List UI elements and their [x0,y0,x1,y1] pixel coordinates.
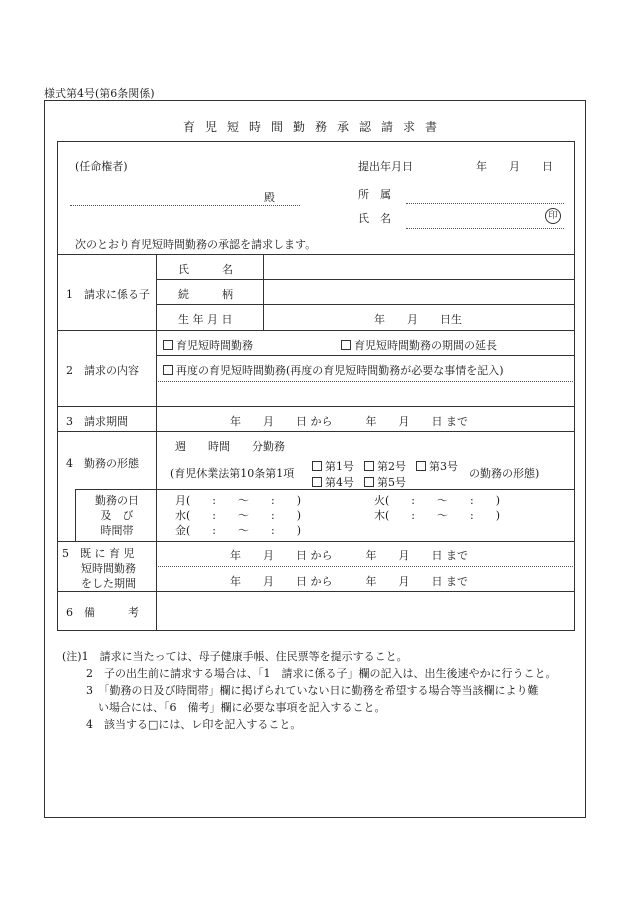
grid-line [156,489,157,541]
s4-friday[interactable]: 金( : 〜 : ) [175,524,301,537]
s3-label: 3 請求期間 [66,415,128,428]
department-field[interactable] [406,203,564,204]
s4-label: 4 勤務の形態 [66,457,139,470]
s1-relation-label: 続 柄 [178,288,233,301]
grid-line [263,254,264,330]
submit-date-label: 提出年月日 [358,160,413,173]
s2-option-1[interactable]: 育児短時間勤務 [163,337,253,353]
authority-label: (任命権者) [75,160,128,173]
s5-period-2[interactable]: 年 月 日 から 年 月 日 まで [230,575,468,588]
s5-label-2: 短時間勤務 [81,562,136,575]
grid-line [57,541,575,542]
s4-days-label-3: 時間帯 [100,524,134,537]
checkbox[interactable] [416,461,426,471]
s2-option-2[interactable]: 育児短時間勤務の期間の延長 [341,337,497,353]
checkbox[interactable] [163,365,173,375]
grid-line [75,489,76,541]
submit-date-value[interactable]: 年 月 日 [476,160,553,173]
s4-thursday[interactable]: 木( : 〜 : ) [374,509,500,522]
s4-item-2[interactable]: 第2号 [364,458,406,474]
s4-item-5[interactable]: 第5号 [364,474,406,490]
checkbox[interactable] [163,340,173,350]
s4-item-1[interactable]: 第1号 [312,458,354,474]
grid-line [156,566,575,567]
note-1: (注)1 請求に当たっては、母子健康手帳、住民票等を提示すること。 [62,650,408,663]
s4-wednesday[interactable]: 水( : 〜 : ) [175,509,301,522]
s6-remarks-field[interactable] [157,592,574,630]
form-reference: 様式第4号(第6条関係) [44,87,155,100]
grid-line [156,279,575,280]
checkbox[interactable] [364,477,374,487]
s4-tuesday[interactable]: 火( : 〜 : ) [374,494,500,507]
s2-option-3[interactable]: 再度の育児短時間勤務(再度の育児短時間勤務が必要な事情を記入) [163,362,504,378]
grid-line [156,406,157,489]
s4-days-label-1: 勤務の日 [95,494,139,507]
note-4: 4 該当する□には、レ印を記入すること。 [86,718,302,731]
grid-line [156,381,575,382]
s4-law-ref: (育児休業法第10条第1項 [170,467,295,480]
checkbox[interactable] [341,340,351,350]
s5-period-1[interactable]: 年 月 日 から 年 月 日 まで [230,549,468,562]
note-2: 2 子の出生前に請求する場合は、「1 請求に係る子」欄の記入は、出生後速やかに行うこと。 [86,667,557,680]
s6-label: 6 備 考 [66,606,139,619]
intro-text: 次のとおり育児短時間勤務の承認を請求します。 [75,238,317,251]
checkbox[interactable] [312,461,322,471]
seal-mark: 印 [545,208,561,224]
note-3-cont: い場合には、「6 備考」欄に必要な事項を記入すること。 [98,701,386,714]
authority-line[interactable] [70,205,300,206]
s4-monday[interactable]: 月( : 〜 : ) [175,494,301,507]
s4-item-4[interactable]: 第4号 [312,474,354,490]
s1-label: 1 請求に係る子 [66,288,150,301]
s3-period[interactable]: 年 月 日 から 年 月 日 まで [230,415,468,428]
s2-label: 2 請求の内容 [66,364,139,377]
checkbox[interactable] [364,461,374,471]
name-field[interactable] [406,228,564,229]
grid-line [57,254,575,255]
s4-days-label-2: 及 び [100,509,134,522]
s5-label-1: 5 既 に 育 児 [62,547,135,560]
grid-line [156,304,575,305]
grid-line [57,431,575,432]
department-label: 所 属 [358,188,391,201]
s4-weekly-hours[interactable]: 週 時間 分勤務 [175,440,285,453]
s1-birth-label: 生 年 月 日 [178,313,233,326]
s5-label-3: をした期間 [81,577,136,590]
checkbox[interactable] [312,477,322,487]
grid-line [156,254,157,406]
s4-suffix: の勤務の形態) [469,467,540,480]
notes-block [62,648,557,733]
dono-label: 殿 [264,191,275,204]
grid-line [57,406,575,407]
grid-line [156,355,575,356]
name-label: 氏 名 [358,212,391,225]
s1-birth-value[interactable]: 年 月 日生 [374,313,462,326]
form-title: 育児短時間勤務承認請求書 [182,120,447,134]
note-3: 3 「勤務の日及び時間帯」欄に掲げられていない日に勤務を希望する場合等当該欄により難 [86,684,539,697]
grid-line [57,330,575,331]
s4-item-3[interactable]: 第3号 [416,458,458,474]
s1-name-label: 氏 名 [178,263,233,276]
